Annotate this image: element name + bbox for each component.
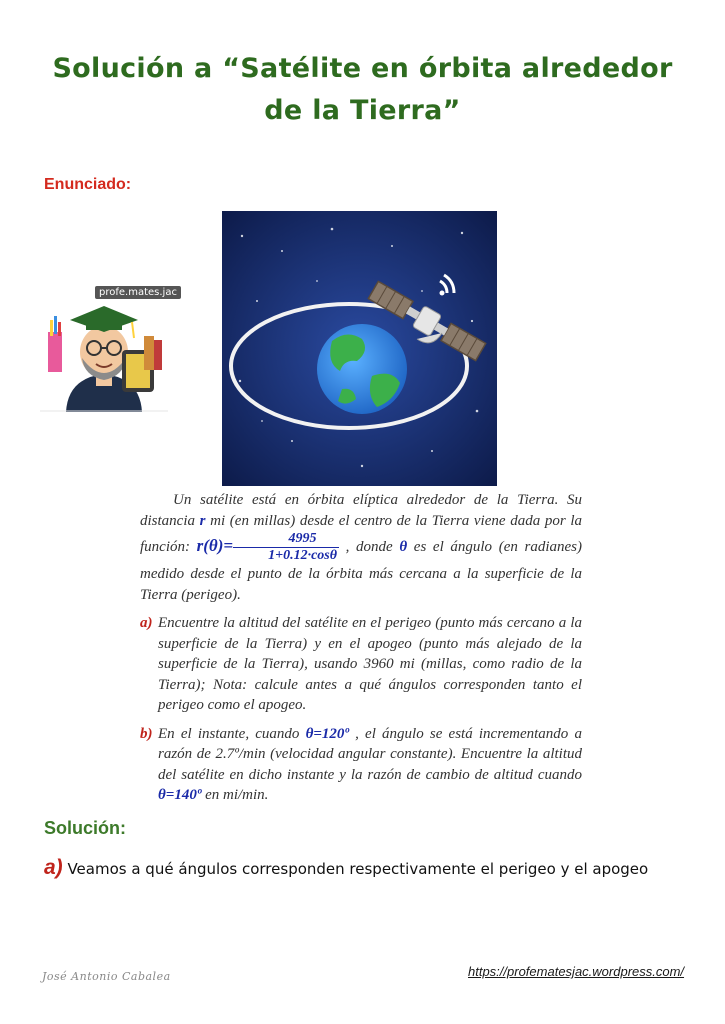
item-b-text-1: En el instante, cuando	[158, 725, 306, 742]
item-b-label: b)	[140, 725, 153, 742]
function-lhs: r(θ)=	[196, 535, 234, 555]
fraction-numerator: 4995	[233, 531, 339, 548]
problem-statement	[140, 490, 582, 806]
item-b	[140, 724, 582, 806]
solution-a-label: a)	[44, 856, 63, 879]
theta-140: θ=140º	[158, 787, 202, 803]
problem-intro	[140, 490, 582, 605]
enunciado-heading: Enunciado:	[44, 176, 132, 193]
var-r: r	[199, 512, 206, 529]
item-a	[140, 613, 582, 716]
function-fraction	[233, 531, 339, 564]
avatar-badge: profe.mates.jac	[95, 286, 181, 299]
theta-120: θ=120º	[305, 725, 349, 742]
intro-text-3: , donde	[339, 538, 400, 555]
item-a-label: a)	[140, 615, 153, 631]
item-b-text-3: en mi/min.	[201, 787, 269, 803]
item-b-text-2: , el ángulo se está incrementando a razón de 2.7º/min (velocidad angular constante). Encuentre la altitud del satélite en dicho instante y la razón de cambio de altitud cuando	[158, 725, 582, 783]
solution-a-text: Veamos a qué ángulos corresponden respectivamente el perigeo y el apogeo	[62, 860, 649, 878]
avatar	[40, 280, 177, 412]
solution-a	[44, 856, 648, 880]
earth-orbit-satellite-icon	[222, 211, 497, 486]
author-signature: José Antonio Cabalea	[42, 970, 171, 983]
intro-text: Un satélite está en órbita elíptica alrededor de la Tierra. Su distancia	[140, 492, 582, 529]
intro-text-2: mi (en millas) desde el centro de la Tierra viene dada por la función:	[140, 512, 582, 555]
satellite-orbit-illustration	[222, 211, 497, 486]
page-title: Solución a “Satélite en órbita alrededor de la Tierra”	[52, 53, 673, 126]
intro-text-4: es el ángulo (en radianes) medido desde el punto de la órbita más cercana a la superficie de la Tierra (perigeo).	[140, 538, 582, 603]
item-a-text: Encuentre la altitud del satélite en el perigeo (punto más cercano a la superficie de la Tierra) y en el apogeo (punto más alejado de la superficie de la Tierra), usando 3960 mi (millas, como radio de la Tierra); Nota: calcule antes a qué ángulos corresponden tanto el perigeo como el apogeo.	[158, 615, 582, 713]
var-theta: θ	[399, 538, 408, 555]
solucion-heading: Solución:	[44, 818, 126, 838]
fraction-denominator: 1+0.12·cosθ	[268, 548, 337, 563]
blog-link[interactable]: https://profematesjac.wordpress.com/	[468, 964, 685, 979]
teacher-avatar-icon	[40, 280, 168, 412]
